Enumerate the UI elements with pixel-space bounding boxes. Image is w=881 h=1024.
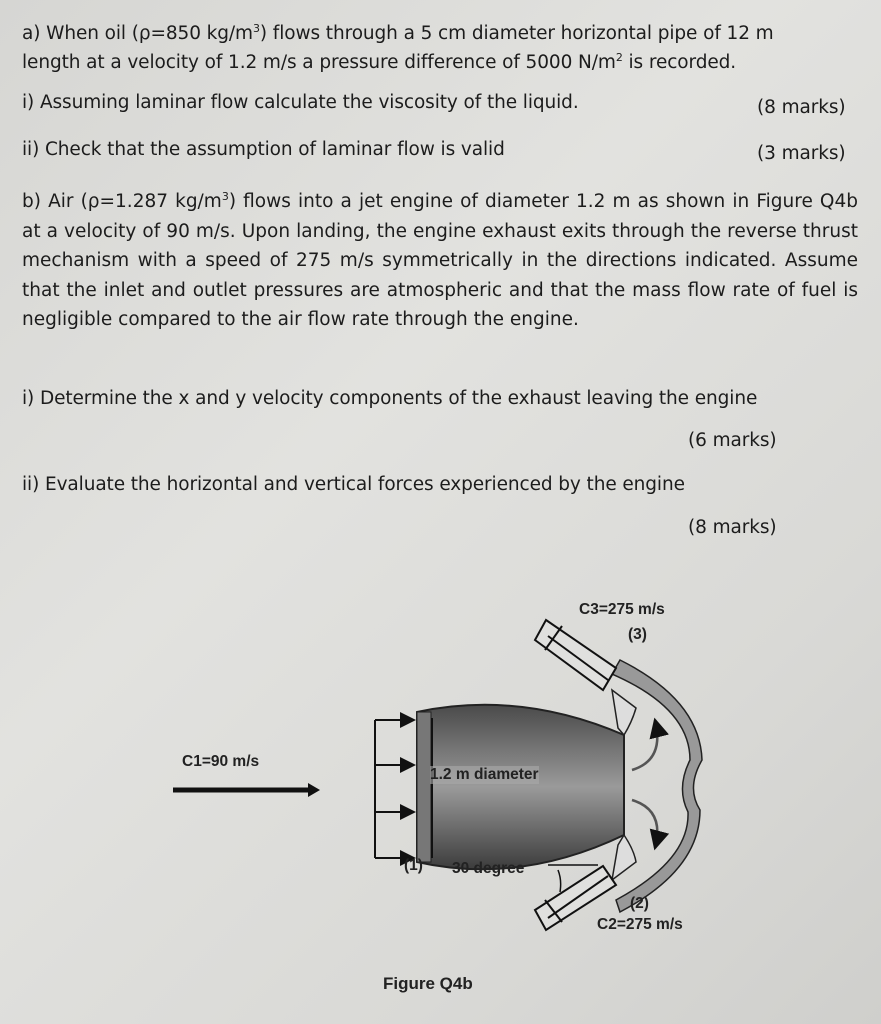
flow-turn-arrows (632, 720, 657, 848)
section-3-label: (3) (628, 626, 647, 643)
section-2-label: (2) (630, 895, 649, 912)
part-a-question-1-marks: (8 marks) (757, 97, 846, 118)
part-a-question-1: i) Assuming laminar flow calculate the viscosity of the liquid. (22, 92, 579, 113)
superscript: 2 (615, 51, 623, 64)
part-b-question-2: ii) Evaluate the horizontal and vertical forces experienced by the engine (22, 474, 685, 495)
superscript: 3 (221, 190, 229, 203)
part-a-question-2-marks: (3 marks) (757, 143, 846, 164)
text: length at a velocity of 1.2 m/s a pressure difference of 5000 N/m (22, 52, 616, 73)
reverse-thrust-deflector (612, 660, 702, 912)
engine-inlet-ring (417, 712, 431, 862)
part-b-question-2-marks: (8 marks) (688, 517, 777, 538)
inlet-arrow (173, 783, 320, 797)
text: ) flows through a 5 cm diameter horizontal pipe of 12 m (259, 23, 774, 44)
superscript: 3 (252, 22, 260, 35)
text: b) Air (ρ=1.287 kg/m (22, 191, 222, 212)
part-b-question-1-marks: (6 marks) (688, 430, 777, 451)
lower-nozzle-stub (612, 835, 636, 880)
figure-caption: Figure Q4b (383, 974, 473, 993)
upper-exhaust-duct (535, 620, 616, 690)
upper-nozzle-stub (612, 690, 636, 735)
lower-exhaust-velocity-label: C2=275 m/s (597, 916, 683, 933)
section-1-label: (1) (404, 857, 423, 874)
inlet-velocity-profile (375, 720, 414, 858)
part-a-question-2: ii) Check that the assumption of laminar flow is valid (22, 139, 505, 160)
engine-body (417, 705, 624, 869)
text: is recorded. (622, 52, 737, 73)
upper-exhaust-velocity-label: C3=275 m/s (579, 601, 665, 618)
inlet-velocity-label: C1=90 m/s (182, 753, 260, 770)
diameter-label: 1.2 m diameter (430, 766, 539, 783)
text: a) When oil (ρ=850 kg/m (22, 23, 253, 44)
angle-label: 30 degree (452, 860, 525, 877)
part-b-question-1: i) Determine the x and y velocity components of the exhaust leaving the engine (22, 388, 758, 409)
text: ) flows into a jet engine of diameter 1.2 m as shown in Figure Q4b at a velocity of 90 m/s. Upon landing, the engine exhaust exits through the reverse thrust mechanism with a speed of 275 m/s symmetrically in the directions indicated. Assume that the inlet and outlet pressures are atmospheric and that the mass flow rate of fuel is negligible compared to the air flow rate through the engine. (22, 191, 859, 330)
